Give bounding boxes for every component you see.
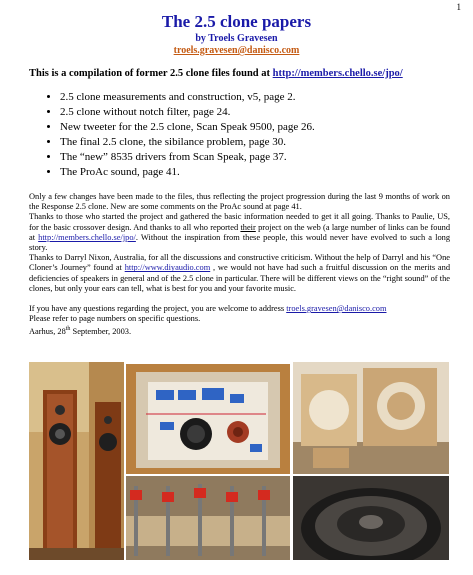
diyaudio-link[interactable]: http://www.diyaudio.com (124, 263, 211, 273)
contents-list (40, 90, 315, 180)
text-span: . Without the inspiration from these people, this would never have evolved to such a long story. (29, 232, 451, 253)
body-text (29, 192, 450, 337)
contents-item: • The ProAc sound, page 41. (60, 165, 315, 180)
text-span: , we would not have had such a fruitful discussion on the merits and deficiencies of speakers in general and of the 2.5 clone in particular. There will be different views on the “right sound” of the clones, but only your ears can tell, what is best for you and your favorite music. (29, 263, 451, 293)
members-link[interactable]: http://members.chello.se/jpo/ (38, 232, 136, 242)
photo-clamps (126, 476, 290, 560)
text-span: Thanks to Darryl Nixon, Australia, for all the discussions and constructive criticism. Without the help of Darryl and his “One Cloner’s Journey” found at (29, 253, 450, 273)
author-email-link[interactable]: troels.gravesen@danisco.com (173, 45, 300, 56)
text-span: project on the web (a large number of links can be found at (29, 222, 451, 242)
paragraph-changes: Only a few changes have been made to the files, thus reflecting the project progression during the last 9 months of work on the Response 2.5 clone. New are some comments on the ProAc sound at page 41. (29, 192, 450, 212)
photo-cabinets (293, 362, 449, 474)
paragraph-thanks (29, 212, 450, 253)
contact-email-link[interactable]: troels.gravesen@danisco.com (286, 304, 387, 314)
page-title: The 2.5 clone papers (161, 12, 312, 31)
intro-link[interactable]: http://members.chello.se/jpo/ (272, 68, 403, 79)
signature-date (29, 324, 450, 337)
contents-item: • The final 2.5 clone, the sibilance problem, page 30. (60, 135, 315, 150)
paragraph-page-ref: Please refer to page numbers on specific questions. (29, 314, 201, 324)
date-superscript: th (65, 326, 71, 333)
paragraph-darryl (29, 253, 450, 294)
contents-item: • New tweeter for the 2.5 clone, Scan Speak 9500, page 26. (60, 120, 315, 135)
paragraph-questions (29, 304, 450, 314)
photo-crossover (126, 364, 290, 474)
page-number: 1 (456, 2, 461, 12)
intro-line (29, 68, 403, 79)
text-span: Aarhus, 28 (29, 327, 66, 337)
spacer (29, 294, 450, 304)
photo-speakers (29, 362, 124, 560)
contents-item: • 2.5 clone without notch filter, page 24. (60, 105, 315, 120)
author-line: by Troels Gravesen (195, 33, 278, 44)
text-span: September, 2003. (70, 327, 132, 337)
intro-text: This is a compilation of former 2.5 clone files found at (29, 68, 271, 79)
text-span: Thanks to those who started the project and gathered the basic information needed to get it all going. Thanks to Paulie, US, for the basic crossover design. And thanks to all who reported (29, 212, 450, 232)
contents-item: • The “new” 8535 drivers from Scan Speak, page 37. (60, 150, 315, 165)
contents-item: • 2.5 clone measurements and construction, v5, page 2. (60, 90, 315, 105)
text-span-underlined: their (240, 222, 256, 232)
photo-woofer (293, 476, 449, 560)
text-span: If you have any questions regarding the project, you are welcome to address (29, 304, 285, 314)
